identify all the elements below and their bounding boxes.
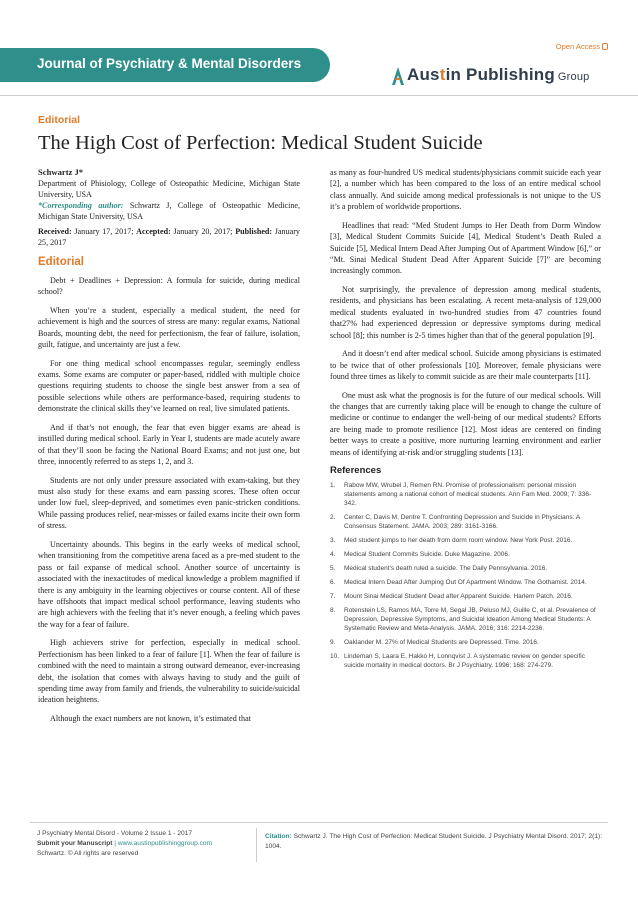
received-date: January 17, 2017; <box>71 227 137 237</box>
reference-item <box>330 514 601 532</box>
reference-number: 10. <box>330 653 340 661</box>
reference-number: 2. <box>330 513 336 521</box>
body-paragraph: as many as four-hundred US medical students/physicians commit suicide each year [2], a number which has been compared to the loss of an entire medical school class annually. And suicide among medical professionals is not unique to the US it’s a problem of worldwide proportions. <box>330 168 601 212</box>
reference-number: 1. <box>330 481 336 489</box>
body-paragraph: High achievers strive for perfection, especially in medical school. Perfectionism has been linked to a fear of failure [1]. When the fear of failure is combined with the need to maintain a strong outward demeanor, ever-increasing debt, the isolation that comes with always having to study and the guilt of spending time away from family and friends, the vulnerability to suicide/suicidal ideation heightens. <box>38 638 300 705</box>
section-label: Editorial <box>38 114 81 126</box>
references-list <box>330 482 601 671</box>
body-paragraph: And if that’s not enough, the fear that even bigger exams are ahead is instilled during medical school. Early in Year I, students are made acutely aware of that they’ll soon be facing the National Board Exams; and not just one, but three, innocently referred to as steps 1, 2, and 3. <box>38 422 300 467</box>
body-paragraph: Debt + Deadlines + Depression: A formula for suicide, during medical school? <box>38 275 300 297</box>
website-link[interactable]: www.austinpublishinggroup.com <box>117 840 213 847</box>
reference-text: Medical Intern Dead After Jumping Out Of Apartment Window. The Gothamist. 2014. <box>344 578 587 586</box>
publisher-name-part-1: Aus <box>407 65 440 84</box>
references-heading: References <box>330 465 382 477</box>
reference-text: Medical student’s death ruled a suicide. The Daily Pennsylvania. 2016. <box>344 564 548 572</box>
body-paragraph: Although the exact numbers are not known, it’s estimated that <box>50 713 251 723</box>
submit-manuscript-link[interactable]: Submit your Manuscript <box>37 840 113 847</box>
publisher-name-highlight: t <box>439 65 446 84</box>
header-divider <box>0 95 638 96</box>
body-paragraph: Students are not only under pressure associated with exam-taking, but they must also study for these exams and earn passing scores. These often occur under low fuel, sleep-deprived, and sometimes even panic-stricken conditions. While passing produces relief, near-misses or failed exams incite their own form of stress. <box>38 475 300 531</box>
received-label: Received: <box>38 227 72 237</box>
footer-copyright: Schwartz. © All rights are reserved <box>37 850 139 857</box>
reference-item <box>330 537 601 546</box>
body-paragraph: Headlines that read: “Med Student Jumps to Her Death from Dorm Window [3], Medical Student Commits Suicide [4], Medical Student’s Death Ruled a Suicide [5], Medical Intern Dead After Jumping Out of Apartment Window [6],” or “Mt. Sinai Medical Student Dead After Apparent Suicide [7]” are becoming increasingly common. <box>330 220 601 276</box>
body-paragraph: For one thing medical school encompasses regular, seemingly endless exams. Some exams are computer or paper-based, riddled with multiple choice questions requiring students to choose the single best answer from a sea of possible selections while others are performance-based, requiring students to demonstrate the clinical skills they’ve learned on real, live simulated patients. <box>38 358 300 414</box>
reference-text: Rotenstein LS, Ramos MA, Torre M, Segal JB, Peluso MJ, Guille C, et al. Prevalence of Depression, Depressive Symptoms, and Suicidal Ideation Among Medical Students: A Systematic Review and Meta-Analysis. JAMA. 2016; 316: 2214-2236. <box>344 607 596 632</box>
publisher-logo <box>390 66 610 88</box>
accepted-date: January 20, 2017; <box>170 227 236 237</box>
publisher-name-part-2: in Publishing <box>445 65 555 84</box>
reference-text: Rabow MW, Wrubel J, Remen RN. Promise of professionalism: personal mission statements among a national cohort of medical students. Ann Fam Med. 2009; 7: 336-342. <box>344 481 592 507</box>
reference-number: 5. <box>330 564 336 572</box>
author-affiliation: Department of Phisiology, College of Osteopathic Medicine, Michigan State University, USA <box>38 179 300 199</box>
reference-number: 4. <box>330 550 336 558</box>
journal-title: Journal of Psychiatry & Mental Disorders <box>37 56 302 71</box>
reference-text: Oaklander M. 27% of Medical Students are Depressed. Time. 2016. <box>344 638 539 646</box>
reference-item <box>330 593 601 602</box>
reference-number: 9. <box>330 638 336 646</box>
reference-number: 3. <box>330 536 336 544</box>
published-label: Published: <box>235 227 273 237</box>
reference-item <box>330 639 601 648</box>
corresponding-label: *Corresponding author: <box>38 201 124 211</box>
footer-separator: | <box>112 840 118 847</box>
footer-citation <box>265 832 605 852</box>
article-title: The High Cost of Perfection: Medical Student Suicide <box>38 132 483 154</box>
lock-icon <box>602 43 608 50</box>
austin-logo-icon <box>390 66 406 86</box>
author-name: Schwartz J* <box>38 167 84 177</box>
reference-item <box>330 579 601 588</box>
citation-label: Citation: <box>265 833 292 840</box>
reference-number: 8. <box>330 607 336 615</box>
open-access-label: Open Access <box>555 42 600 51</box>
footer-issue: J Psychiatry Mental Disord - Volume 2 Issue 1 - 2017 <box>37 830 193 837</box>
publisher-group: Group <box>557 71 590 83</box>
footer-journal-info <box>37 829 212 859</box>
corresponding-author <box>38 201 300 222</box>
reference-item <box>330 607 601 634</box>
accepted-label: Accepted: <box>136 227 171 237</box>
editorial-heading: Editorial <box>38 256 85 269</box>
reference-item <box>330 565 601 574</box>
published-date: January 25, 2017 <box>38 227 300 247</box>
reference-text: Medical Student Commits Suicide. Duke Magazine. 2006. <box>344 550 510 558</box>
footer-vertical-divider <box>256 828 257 862</box>
body-paragraph: When you’re a student, especially a medical student, the need for achievement is high and the sources of stress are many: regular exams, National Boards, mounting debt, the need for perfectionism, the fear of failure, isolation, guilt, fatigue, and uncertainty are just a few. <box>38 305 300 350</box>
body-paragraph: One must ask what the prognosis is for the future of our medical schools. Will the changes that are currently taking place will be enough to change the culture of medicine or continue to endanger the well-being of our medical students? Efforts are being made to promote resilience [12]. Most ideas are centered on finding better ways to create a positive, more nurturing learning environment and earlier means of identifying at-risk and/or struggling students [13]. <box>330 390 601 457</box>
article-dates <box>38 227 300 248</box>
reference-item <box>330 482 601 509</box>
body-paragraph: Uncertainty abounds. This begins in the early weeks of medical school, when transitioning from the competitive arena faced as a pre-med student to the pass or fail expanse of medical school. Another source of uncertainty is associated with the inexactitudes of medical knowledge a problem magnified if there is any ambiguity in the learning objectives or course content. All of these have offshoots that impact medical school performance, leaving students who are high achievers with the feeling that it’s never enough, a feeling which paves the way for a fear of failure. <box>38 539 300 629</box>
body-paragraph: And it doesn’t end after medical school. Suicide among physicians is estimated to be twice that of other professionals [10]. Moreover, female physicians were found three times as likely to commit suicide as are their male counterparts [11]. <box>330 349 601 382</box>
reference-text: Mount Sinai Medical Student Dead after Apparent Suicide. Harlem Patch. 2016. <box>344 592 573 600</box>
left-column <box>38 167 300 732</box>
reference-number: 7. <box>330 592 336 600</box>
right-column <box>330 167 601 676</box>
corresponding-text: Schwartz J, College of Osteopathic Medicine, Michigan State University, USA <box>38 201 301 221</box>
footer-divider <box>30 822 608 823</box>
reference-number: 6. <box>330 578 336 586</box>
reference-item <box>330 653 601 671</box>
body-paragraph: Not surprisingly, the prevalence of depression among medical students, residents, and physicians has been escalating. A recent meta-analysis of 129,000 medical students evaluated in two-hundred studies from 47 countries found that27% had experienced depression or depressive symptoms during medical school [8]; this number is 2-5 times higher than that of the general population [9]. <box>330 285 601 340</box>
reference-text: Center C, Davis M, Dentre T. Confronting Depression and Suicide in Physicians: A Consensus Statement. JAMA. 2003; 289: 3161-3166. <box>344 513 580 530</box>
reference-text: Lindeman S, Laara E, Hakko H, Lonnqvist J. A systematic review on gender specific suicide mortality in medical doctors. Br J Psychiatry. 1996; 168: 274-279. <box>344 653 585 669</box>
citation-text: Schwartz J. The High Cost of Perfection: Medical Student Suicide. J Psychiatry Mental Disord. 2017; 2(1): 1004. <box>265 833 603 850</box>
reference-text: Med student jumps to her death from dorm room window. New York Post. 2016. <box>344 536 573 544</box>
reference-item <box>330 551 601 560</box>
open-access-badge <box>556 42 608 51</box>
publisher-name <box>407 65 590 85</box>
footer-submit-line <box>37 839 212 849</box>
